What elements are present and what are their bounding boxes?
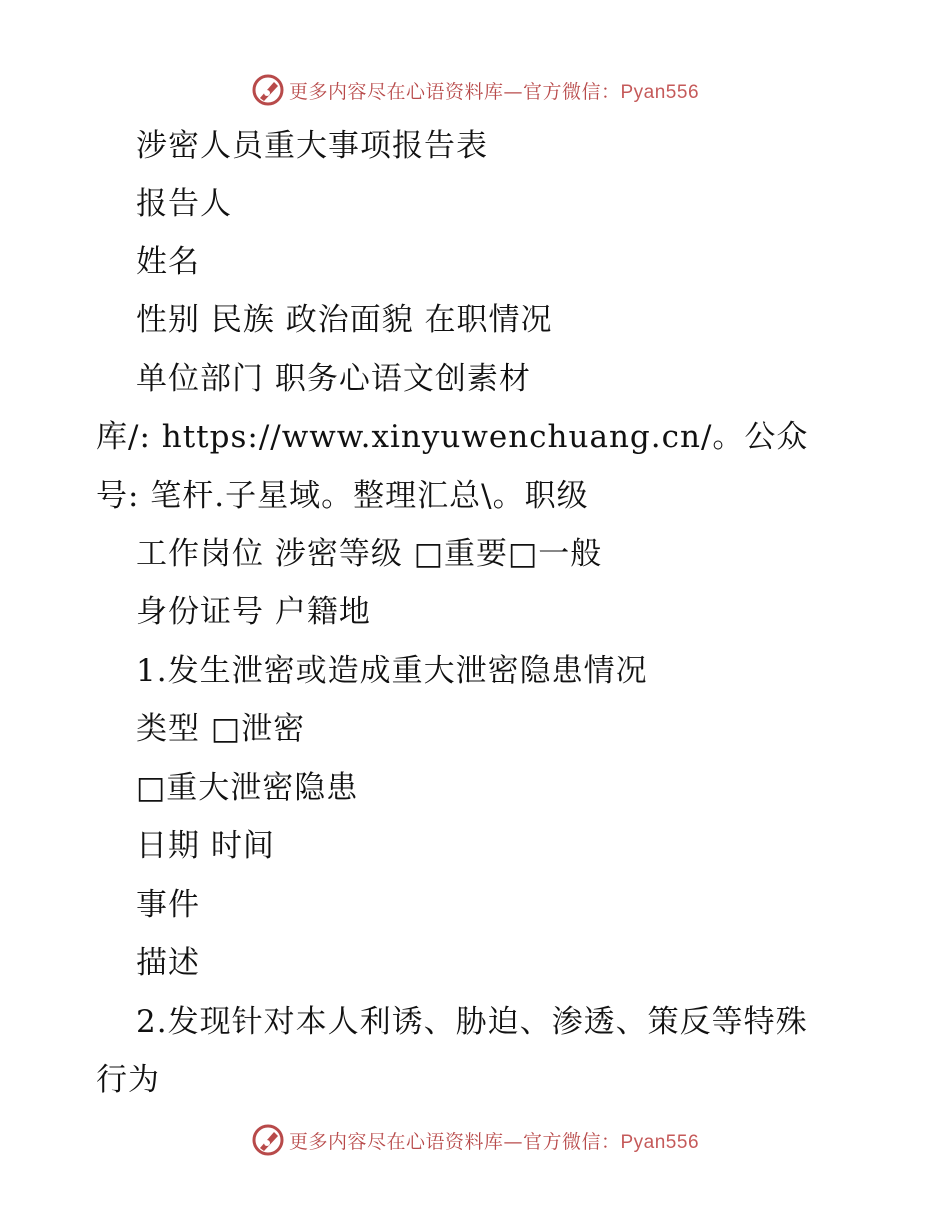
top-watermark-banner [0, 70, 950, 110]
pen-circle-logo-icon [251, 73, 285, 107]
line-name: 姓名 [136, 244, 200, 280]
section-1-heading: 1.发生泄密或造成重大泄密隐患情况 [136, 653, 648, 689]
line-gender-ethnicity: 性别 民族 政治面貌 在职情况 [136, 302, 553, 338]
banner-handle: Pyan556 [620, 1131, 700, 1153]
banner-handle: Pyan556 [620, 81, 700, 103]
document-title: 涉密人员重大事项报告表 [136, 128, 488, 164]
line-date-time: 日期 时间 [136, 828, 275, 864]
banner-site-text: 更多内容尽在心语资料库—官方微信： [288, 1130, 621, 1153]
line-id-number: 身份证号 户籍地 [136, 594, 371, 630]
banner-site-text: 更多内容尽在心语资料库—官方微信： [288, 80, 621, 103]
line-account: 号: 笔杆.子星域。整理汇总\。职级 [96, 478, 589, 514]
line-event: 事件 [136, 887, 200, 923]
pen-circle-logo-icon [251, 1123, 285, 1157]
section-2-continuation: 行为 [96, 1062, 160, 1098]
line-post-level: 工作岗位 涉密等级 □重要□一般 [136, 536, 603, 572]
banner-text [289, 77, 699, 104]
line-major-hazard: □重大泄密隐患 [136, 770, 359, 806]
section-2-heading: 2.发现针对本人利诱、胁迫、渗透、策反等特殊 [136, 1004, 808, 1040]
line-type: 类型 □泄密 [136, 711, 306, 747]
line-reporter: 报告人 [136, 186, 232, 222]
bottom-watermark-banner [0, 1120, 950, 1160]
line-url: 库/: https://www.xinyuwenchuang.cn/。公众 [96, 419, 809, 455]
line-department: 单位部门 职务心语文创素材 [136, 361, 531, 397]
line-description: 描述 [136, 945, 200, 981]
banner-text [289, 1127, 699, 1154]
